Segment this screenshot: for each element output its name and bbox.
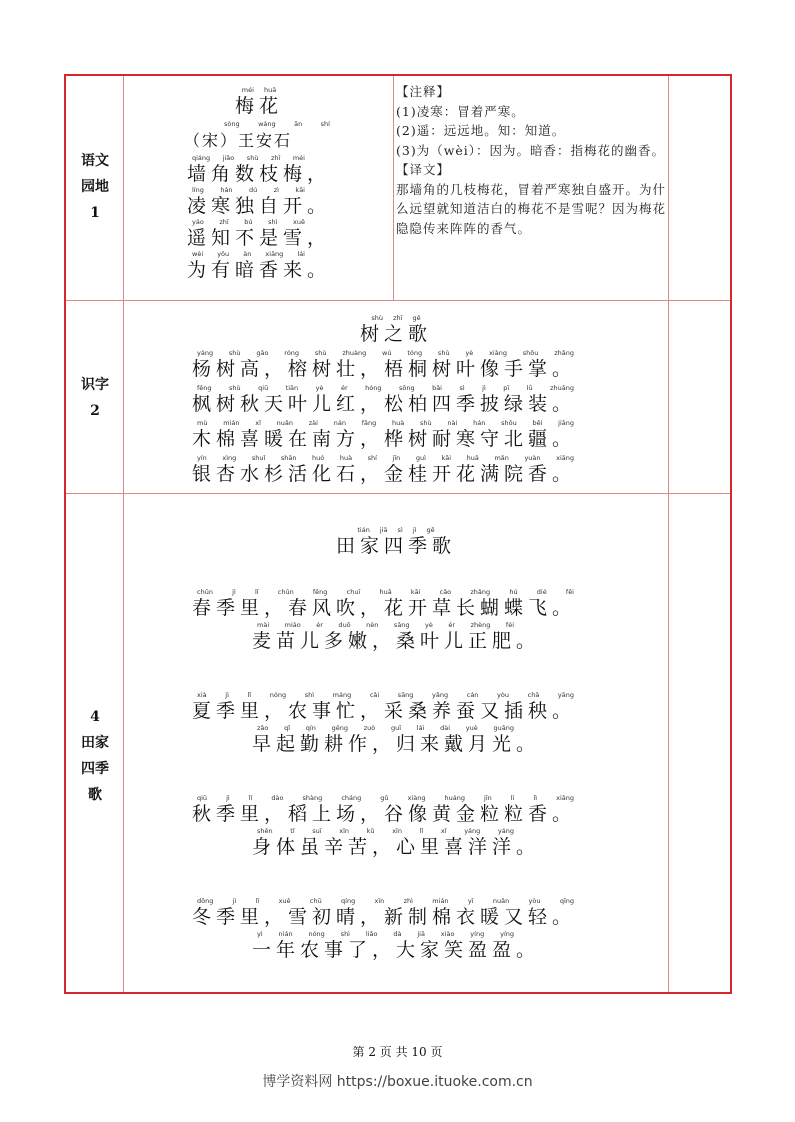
pinyin: tián jiā sì jì gē xyxy=(357,526,435,534)
poem-line-text: 早起勤耕作，归来戴月光。 xyxy=(252,733,541,755)
poem-line-text: 为有暗香来。 xyxy=(187,259,332,281)
poem-line-text: 身体虽辛苦，心里喜洋洋。 xyxy=(252,836,541,858)
poem-tree-song xyxy=(124,314,668,486)
pinyin: yín xìng shuǐ shān huó huà shí jīn guì kāi huā mǎn yuàn xiāng xyxy=(197,454,574,462)
poem-four-seasons xyxy=(124,526,668,962)
translation-text: 那墙角的几枝梅花，冒着严寒独自盛开。为什么远望就知道洁白的梅花不是雪呢？因为梅花隐隐传来阵阵的香气。 xyxy=(396,181,667,236)
poem-line xyxy=(187,154,331,186)
poem-line xyxy=(192,794,600,826)
poem-plum-blossom xyxy=(124,86,394,282)
poem-line xyxy=(192,454,600,486)
poem-line xyxy=(252,930,540,962)
notes-heading: 【注释】 xyxy=(396,84,451,99)
poem-line xyxy=(187,218,331,250)
notes-panel xyxy=(396,82,668,238)
stanza-gap xyxy=(124,859,668,897)
pinyin: shēn tǐ suī xīn kǔ xīn lǐ xǐ yáng yáng xyxy=(257,827,514,835)
poem-title xyxy=(229,86,289,118)
poem-line xyxy=(192,897,600,929)
row-divider xyxy=(66,493,730,494)
pinyin: dōng jì lǐ xuě chū qíng xīn zhì mián yī nuǎn yòu qīng xyxy=(197,897,574,905)
author-text: （宋）王安石 xyxy=(184,131,293,150)
poem-line-text: 墙角数枝梅， xyxy=(187,163,332,185)
pinyin: líng hán dú zì kāi xyxy=(192,186,305,194)
pinyin: sòng wáng ān shí xyxy=(224,120,330,128)
pinyin: wèi yǒu àn xiāng lái xyxy=(192,250,305,258)
poem-line-text: 一年农事了，大家笑盈盈。 xyxy=(252,939,541,961)
page-number: 第 2 页 共 10 页 xyxy=(352,1045,443,1059)
poem-title-text: 田家四季歌 xyxy=(335,535,456,557)
poem-author xyxy=(184,120,334,152)
column-divider xyxy=(668,76,669,992)
row-label-literacy: 识字 2 xyxy=(81,377,109,419)
watermark: 博学资料网 https://boxue.ituoke.com.cn xyxy=(262,1074,533,1090)
poem-title-text: 梅花 xyxy=(234,95,283,117)
poem-title-text: 树之歌 xyxy=(359,323,432,345)
pinyin: zǎo qǐ qín gēng zuò guī lái dài yuè guāng xyxy=(257,724,514,732)
poem-line-text: 春季里，春风吹，花开草长蝴蝶飞。 xyxy=(192,597,577,619)
stanza-gap xyxy=(124,653,668,691)
poem-line-text: 遥知不是雪， xyxy=(187,227,332,249)
pinyin: fēng shù qiū tiān yè ér hóng sōng bǎi sì jì pī lǜ zhuāng xyxy=(197,384,574,392)
row-label-seasons: 4 田家 四季 歌 xyxy=(81,709,109,803)
pinyin: mù mián xǐ nuǎn zài nán fāng huà shù nài hán shǒu běi jiāng xyxy=(197,419,574,427)
pinyin: yáng shù gāo róng shù zhuàng wú tóng shù yè xiàng shǒu zhǎng xyxy=(197,349,574,357)
note-item: (1)凌寒：冒着严寒。 xyxy=(396,103,525,119)
poem-line xyxy=(192,349,600,381)
poem-line xyxy=(187,250,331,282)
pinyin: mài miáo ér duō nèn sāng yè ér zhèng féi xyxy=(257,621,514,629)
poem-line xyxy=(192,691,600,723)
poem-line xyxy=(192,384,600,416)
row-label-garden: 语文 园地 1 xyxy=(81,153,109,221)
poem-line xyxy=(252,724,540,756)
lesson-table xyxy=(64,74,732,994)
pinyin: méi huā xyxy=(241,86,277,94)
note-item: (3)为（wèi）：因为。暗香：指梅花的幽香。 xyxy=(396,142,666,158)
poem-title xyxy=(331,526,461,558)
poem-line-text: 麦苗儿多嫩，桑叶儿正肥。 xyxy=(252,630,541,652)
pinyin: qiáng jiǎo shù zhī méi xyxy=(192,154,305,162)
poem-line-text: 木棉喜暖在南方，桦树耐寒守北疆。 xyxy=(192,428,577,450)
pinyin: qiū jì lǐ dào shàng cháng gǔ xiàng huáng jīn lì lì xiāng xyxy=(197,794,574,802)
pinyin: chūn jì lǐ chūn fēng chuī huā kāi cǎo zhǎng hú dié fēi xyxy=(197,588,574,596)
stanza-gap xyxy=(124,756,668,794)
stanza-gap xyxy=(124,558,668,588)
poem-title xyxy=(351,314,441,346)
poem-line xyxy=(252,827,540,859)
poem-line-text: 凌寒独自开。 xyxy=(187,195,332,217)
poem-line-text: 夏季里，农事忙，采桑养蚕又插秧。 xyxy=(192,700,577,722)
poem-line xyxy=(192,419,600,451)
poem-line-text: 杨树高，榕树壮，梧桐树叶像手掌。 xyxy=(192,358,577,380)
note-item: (2)遥：远远地。知：知道。 xyxy=(396,123,566,138)
poem-line-text: 冬季里，雪初晴，新制棉衣暖又轻。 xyxy=(192,906,577,928)
pinyin: yì nián nóng shì liǎo dà jiā xiào yíng yíng xyxy=(257,930,514,938)
pinyin: yáo zhī bú shì xuě xyxy=(192,218,305,226)
poem-line-text: 枫树秋天叶儿红，松柏四季披绿装。 xyxy=(192,393,577,415)
poem-line xyxy=(192,588,600,620)
row-divider xyxy=(66,300,730,301)
pinyin: xià jì lǐ nóng shì máng cǎi sāng yǎng cán yòu chā yāng xyxy=(197,691,574,699)
poem-line xyxy=(187,186,331,218)
pinyin: shù zhī gē xyxy=(371,314,421,322)
poem-line-text: 银杏水杉活化石，金桂开花满院香。 xyxy=(192,463,577,485)
translation-heading: 【译文】 xyxy=(396,162,451,177)
poem-line xyxy=(252,621,540,653)
poem-line-text: 秋季里，稻上场，谷像黄金粒粒香。 xyxy=(192,803,577,825)
